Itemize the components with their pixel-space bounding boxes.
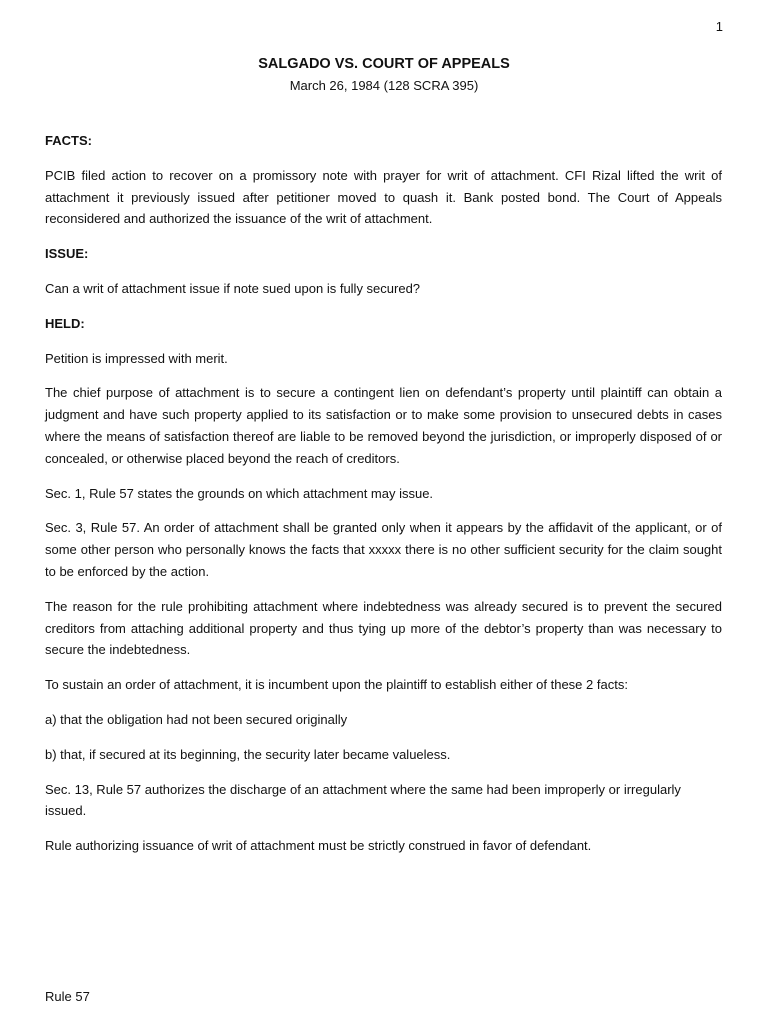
held-paragraph: The chief purpose of attachment is to secure a contingent lien on defendant’s property until plaintiff can obtain a judgment and have such property applied to its satisfaction or to make some provision to unsecured debts in cases where the means of satisfaction thereof are liable to be removed beyond the jurisdiction, or improperly disposed of or concealed, or otherwise placed beyond the reach of creditors. (45, 385, 722, 466)
issue-heading: ISSUE: (45, 246, 89, 262)
list-item: a) that the obligation had not been secured originally (45, 711, 348, 727)
held-paragraph: Petition is impressed with merit. (45, 350, 228, 366)
held-paragraph: Sec. 3, Rule 57. An order of attachment shall be granted only when it appears by the affidavit of the applicant, or of some other person who personally knows the facts that xxxxx there is no other sufficient security for the claim sought to be enforced by the action. (45, 520, 722, 579)
held-paragraph: The reason for the rule prohibiting attachment where indebtedness was already secured is to prevent the secured creditors from attaching additional property and thus tying up more of the debtor’s property than was necessary to secure the indebtedness. (45, 598, 722, 658)
page-footer: Rule 57 (45, 989, 90, 1004)
held-paragraph: Sec. 13, Rule 57 authorizes the discharge of an attachment where the same had been improperly or irregularly issued. (45, 781, 681, 819)
held-paragraph: Rule authorizing issuance of writ of attachment must be strictly construed in favor of defendant. (45, 838, 592, 854)
page-number: 1 (715, 19, 723, 34)
case-title: SALGADO VS. COURT OF APPEALS (258, 56, 510, 72)
facts-heading: FACTS: (45, 133, 92, 148)
list-item: b) that, if secured at its beginning, the security later became valueless. (45, 746, 451, 762)
held-paragraph: To sustain an order of attachment, it is incumbent upon the plaintiff to establish either of these 2 facts: (45, 677, 628, 693)
issue-paragraph: Can a writ of attachment issue if note sued upon is fully secured? (45, 280, 421, 296)
held-paragraph: Sec. 1, Rule 57 states the grounds on which attachment may issue. (45, 485, 434, 501)
case-date-citation: March 26, 1984 (128 SCRA 395) (289, 78, 479, 93)
document-body (45, 130, 722, 870)
held-heading: HELD: (45, 315, 85, 331)
facts-paragraph: PCIB filed action to recover on a promissory note with prayer for writ of attachment. CFI Rizal lifted the writ of attachment it previously issued after petitioner moved to quash it. Bank posted bond. The Court of Appeals reconsidered and authorized the issuance of the writ of attachment. (45, 167, 722, 227)
